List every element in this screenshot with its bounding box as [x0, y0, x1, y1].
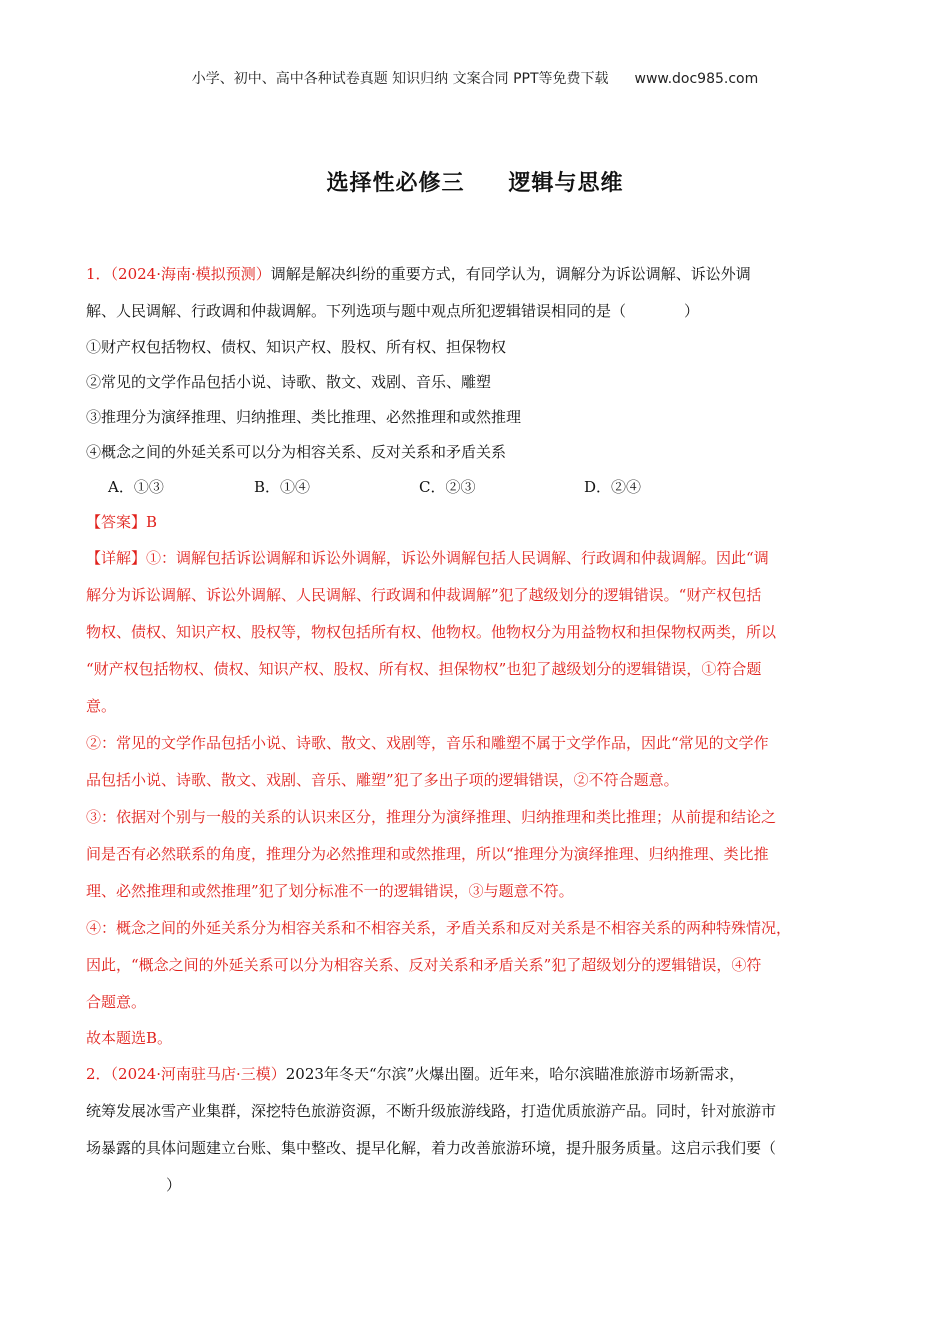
q2-source: （2024·河南驻马店·三模）	[110, 1065, 286, 1083]
q1-answer-label: 【答案】	[86, 513, 147, 531]
q1-option-b: B．①④	[254, 478, 311, 496]
q1-stem-line1	[86, 256, 866, 293]
document-body	[86, 256, 866, 1204]
header-site-link[interactable]: www.doc985.com	[634, 71, 759, 87]
page-title	[0, 166, 950, 197]
q2-stem-line2: 统筹发展冰雪产业集群，深挖特色旅游资源，不断升级旅游线路，打造优质旅游产品。同时，针对旅游市	[86, 1102, 777, 1120]
q2-stem-line3: 场暴露的具体问题建立台账、集中整改、提早化解，着力改善旅游环境，提升服务质量。这启示我们要（	[86, 1139, 777, 1157]
q1-item-2: ②常见的文学作品包括小说、诗歌、散文、戏剧、音乐、雕塑	[86, 373, 492, 391]
q1-conclusion: 故本题选B。	[86, 1029, 173, 1047]
q2-stem-text1: 2023年冬天“尔滨”火爆出圈。近年来，哈尔滨瞄准旅游市场新需求，	[285, 1065, 745, 1083]
title-part2: 逻辑与思维	[508, 171, 624, 196]
q1-explain-line-8: ③：依据对个别与一般的关系的认识来区分，推理分为演绎推理、归纳推理和类比推理；从前提和结论之	[86, 808, 777, 826]
q1-item-1: ①财产权包括物权、债权、知识产权、股权、所有权、担保物权	[86, 338, 507, 356]
q2-number: 2．	[86, 1065, 111, 1083]
q1-item-4: ④概念之间的外延关系可以分为相容关系、反对关系和矛盾关系	[86, 443, 507, 461]
q1-explain-line-3: 物权、债权、知识产权、股权等，物权包括所有权、他物权。他物权分为用益物权和担保物权两类，所以	[86, 623, 777, 641]
q1-answer	[86, 505, 866, 540]
q2-stem-paren-end: ）	[166, 1176, 182, 1194]
q1-explain-text-1: ①：调解包括诉讼调解和诉讼外调解，诉讼外调解包括人民调解、行政调和仲裁调解。因此“调	[146, 549, 769, 567]
q2-stem-paren-line	[86, 1167, 866, 1204]
q1-options	[86, 470, 866, 505]
q1-option-c: C．②③	[419, 478, 476, 496]
q1-stem-text1: 调解是解决纠纷的重要方式，有同学认为，调解分为诉讼调解、诉讼外调	[270, 265, 751, 283]
q1-number: 1．	[86, 265, 111, 283]
q1-explain-line-9: 间是否有必然联系的角度，推理分为必然推理和或然推理，所以“推理分为演绎推理、归纳推理、类比推	[86, 845, 769, 863]
q1-source: （2024·海南·模拟预测）	[110, 265, 271, 283]
q1-item-3: ③推理分为演绎推理、归纳推理、类比推理、必然推理和或然推理	[86, 408, 522, 426]
q1-explain-line-12: 因此，“概念之间的外延关系可以分为相容关系、反对关系和矛盾关系”犯了超级划分的逻辑错误，④符	[86, 956, 762, 974]
q1-explain-line-11: ④：概念之间的外延关系分为相容关系和不相容关系，矛盾关系和反对关系是不相容关系的两种特殊情况，	[86, 919, 792, 937]
q2-stem-line1	[86, 1056, 866, 1093]
q1-option-d: D．②④	[584, 478, 642, 496]
page-header	[0, 68, 950, 88]
header-text: 小学、初中、高中各种试卷真题 知识归纳 文案合同 PPT等免费下载	[191, 71, 609, 87]
q1-explain-line-2: 解分为诉讼调解、诉讼外调解、人民调解、行政调和仲裁调解”犯了越级划分的逻辑错误。“财产权包括	[86, 586, 762, 604]
q1-explain-line-13: 合题意。	[86, 993, 147, 1011]
q1-explain-line-4: “财产权包括物权、债权、知识产权、股权、所有权、担保物权”也犯了越级划分的逻辑错误，①符合题	[86, 660, 762, 678]
q1-stem-paren-end: ）	[684, 302, 700, 320]
q1-explain-line-6: ②：常见的文学作品包括小说、诗歌、散文、戏剧等，音乐和雕塑不属于文学作品，因此“常见的文学作	[86, 734, 769, 752]
q1-explain-label: 【详解】	[86, 549, 147, 567]
q1-stem-text2: 解、人民调解、行政调和仲裁调解。下列选项与题中观点所犯逻辑错误相同的是（	[86, 302, 627, 320]
q1-explain-line-1	[86, 540, 866, 577]
q1-answer-value: B	[146, 513, 158, 531]
q1-explain-line-5: 意。	[86, 697, 117, 715]
title-part1: 选择性必修三	[326, 171, 465, 196]
q1-explain-line-10: 理、必然推理和或然推理”犯了划分标准不一的逻辑错误，③与题意不符。	[86, 882, 574, 900]
q1-option-a: A．①③	[108, 478, 164, 496]
q1-explain-line-7: 品包括小说、诗歌、散文、戏剧、音乐、雕塑”犯了多出子项的逻辑错误，②不符合题意。	[86, 771, 679, 789]
q1-stem-line2	[86, 293, 866, 330]
